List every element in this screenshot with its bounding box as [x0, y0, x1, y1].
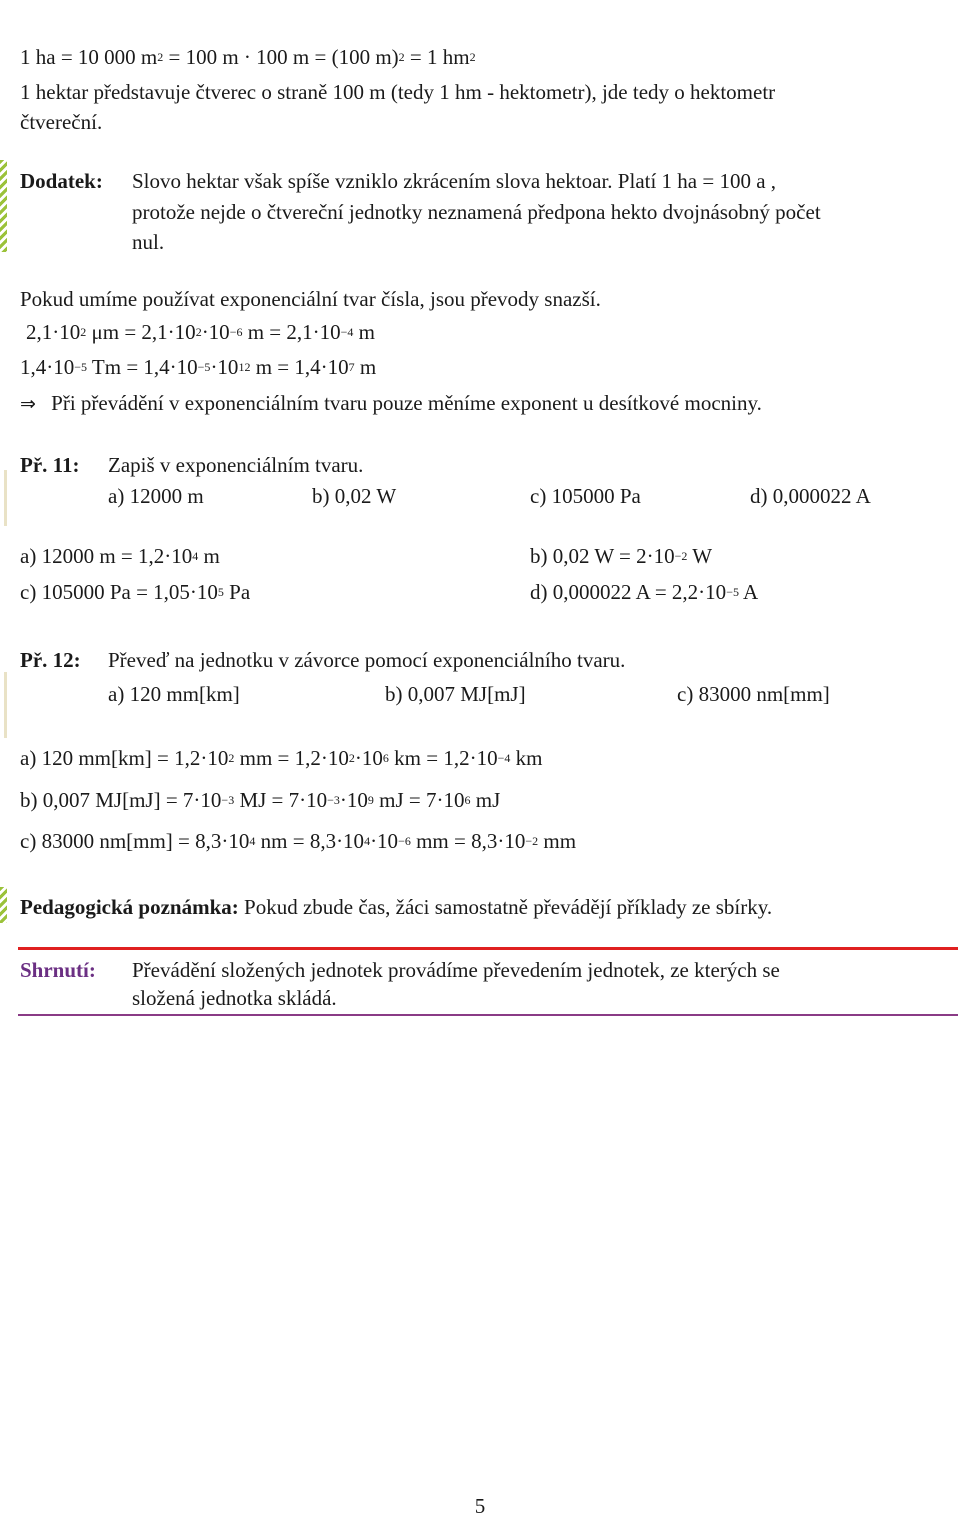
dodatek-line-3: nul.: [132, 230, 165, 254]
page-number: 5: [474, 1494, 486, 1518]
ex12-label: Př. 12:: [20, 648, 81, 672]
pedagogical-note: [20, 894, 772, 920]
exponential-equation-b: $1,4\cdot 10^{-5}$ $Tm = 1,4\cdot 10^{-5}\cdot 10^{12}$ $m = 1,4\cdot 10^7$ m: [20, 355, 377, 379]
ex12-task: Převeď na jednotku v závorce pomocí exponenciálního tvaru.: [108, 648, 626, 672]
ex11-item-d: d) 0,000022 A: [750, 484, 871, 508]
margin-bar-ex12: [4, 672, 7, 738]
conclusion-line: [20, 390, 762, 417]
exponential-intro: Pokud umíme používat exponenciální tvar čísla, jsou převody snazší.: [20, 287, 601, 311]
dodatek-line-1: Slovo hektar však spíše vzniklo zkrácením slova hektoar. Platí 1 ha = 100 a ,: [132, 169, 777, 193]
ex11-task: Zapiš v exponenciálním tvaru.: [108, 453, 364, 477]
green-margin-stripe-2: [0, 887, 7, 923]
ex12-item-c: c) 83000 nm[mm]: [677, 682, 830, 706]
ex11-item-c: c) 105000 Pa: [530, 484, 641, 508]
ex12-solution-c: c) 83000 $nm[mm] = 8,3\cdot 10^4$ nm = $8,3\cdot 10^4\cdot 10^{-6}$ mm = $8,3\cdot 10^{-2}$ mm: [20, 829, 577, 853]
ex12-solution-a: a) 120 $mm[km] = 1,2\cdot 10^2$ mm = $1,2\cdot 10^2\cdot 10^6$ km = $1,2\cdot 10^{-4}$ km: [20, 746, 543, 770]
summary-bottom-rule: [18, 1014, 958, 1016]
ex11-solution-c: c) 105000 $Pa = 1,05\cdot 10^5$ Pa: [20, 580, 251, 604]
summary-top-rule: [18, 947, 958, 950]
ex12-solution-b: b) 0,007 $MJ[mJ] = 7\cdot 10^{-3}$ MJ = $7\cdot 10^{-3}\cdot 10^9$ mJ = $7\cdot 10^6$ mJ: [20, 788, 501, 812]
ex11-item-a: a) 12000 m: [108, 484, 204, 508]
green-margin-stripe: [0, 160, 7, 252]
ex11-item-b: b) 0,02 W: [312, 484, 397, 508]
ex12-item-b: b) 0,007 MJ[mJ]: [385, 682, 526, 706]
dodatek-label: Dodatek:: [20, 169, 103, 193]
pedagogical-text: Pokud zbude čas, žáci samostatně převádějí příklady ze sbírky.: [244, 895, 773, 919]
ex11-label: Př. 11:: [20, 453, 80, 477]
ex11-solution-b: b) 0,02 $W = 2\cdot 10^{-2}$ W: [530, 544, 713, 568]
ex12-item-a: a) 120 mm[km]: [108, 682, 240, 706]
intro-text-2: čtvereční.: [20, 110, 103, 134]
summary-line-1: Převádění složených jednotek provádíme převedením jednotek, ze kterých se: [132, 958, 780, 982]
intro-text-1: 1 hektar představuje čtverec o straně 100 m (tedy 1 hm - hektometr), jde tedy o hektometr: [20, 80, 776, 104]
margin-bar-ex11: [4, 470, 7, 526]
hectare-equation: 1 ha = 10 000 $m^2 = 100$ m · 100 m = (100 m)$^2$ = 1 $hm^2$: [20, 45, 476, 69]
ex11-solution-a: a) 12000 $m = 1,2\cdot 10^4$ m: [20, 544, 220, 568]
summary-line-2: složená jednotka skládá.: [132, 986, 337, 1010]
pedagogical-label: Pedagogická poznámka:: [20, 895, 239, 919]
dodatek-line-2: protože nejde o čtvereční jednotky neznamená předpona hekto dvojnásobný počet: [132, 200, 821, 224]
conclusion-text: Při převádění v exponenciálním tvaru pouze měníme exponent u desítkové mocniny.: [51, 391, 762, 415]
ex11-solution-d: d) 0,000022 $A = 2,2\cdot 10^{-5}$ A: [530, 580, 759, 604]
summary-label: Shrnutí:: [20, 958, 96, 982]
implies-arrow-icon: ⇒: [20, 393, 36, 415]
exponential-equation-a: $2,1\cdot 10^2$ $\mu m = 2,1\cdot 10^2\cdot 10^{-6}$ $m = 2,1\cdot 10^{-4}$ m: [26, 320, 376, 344]
